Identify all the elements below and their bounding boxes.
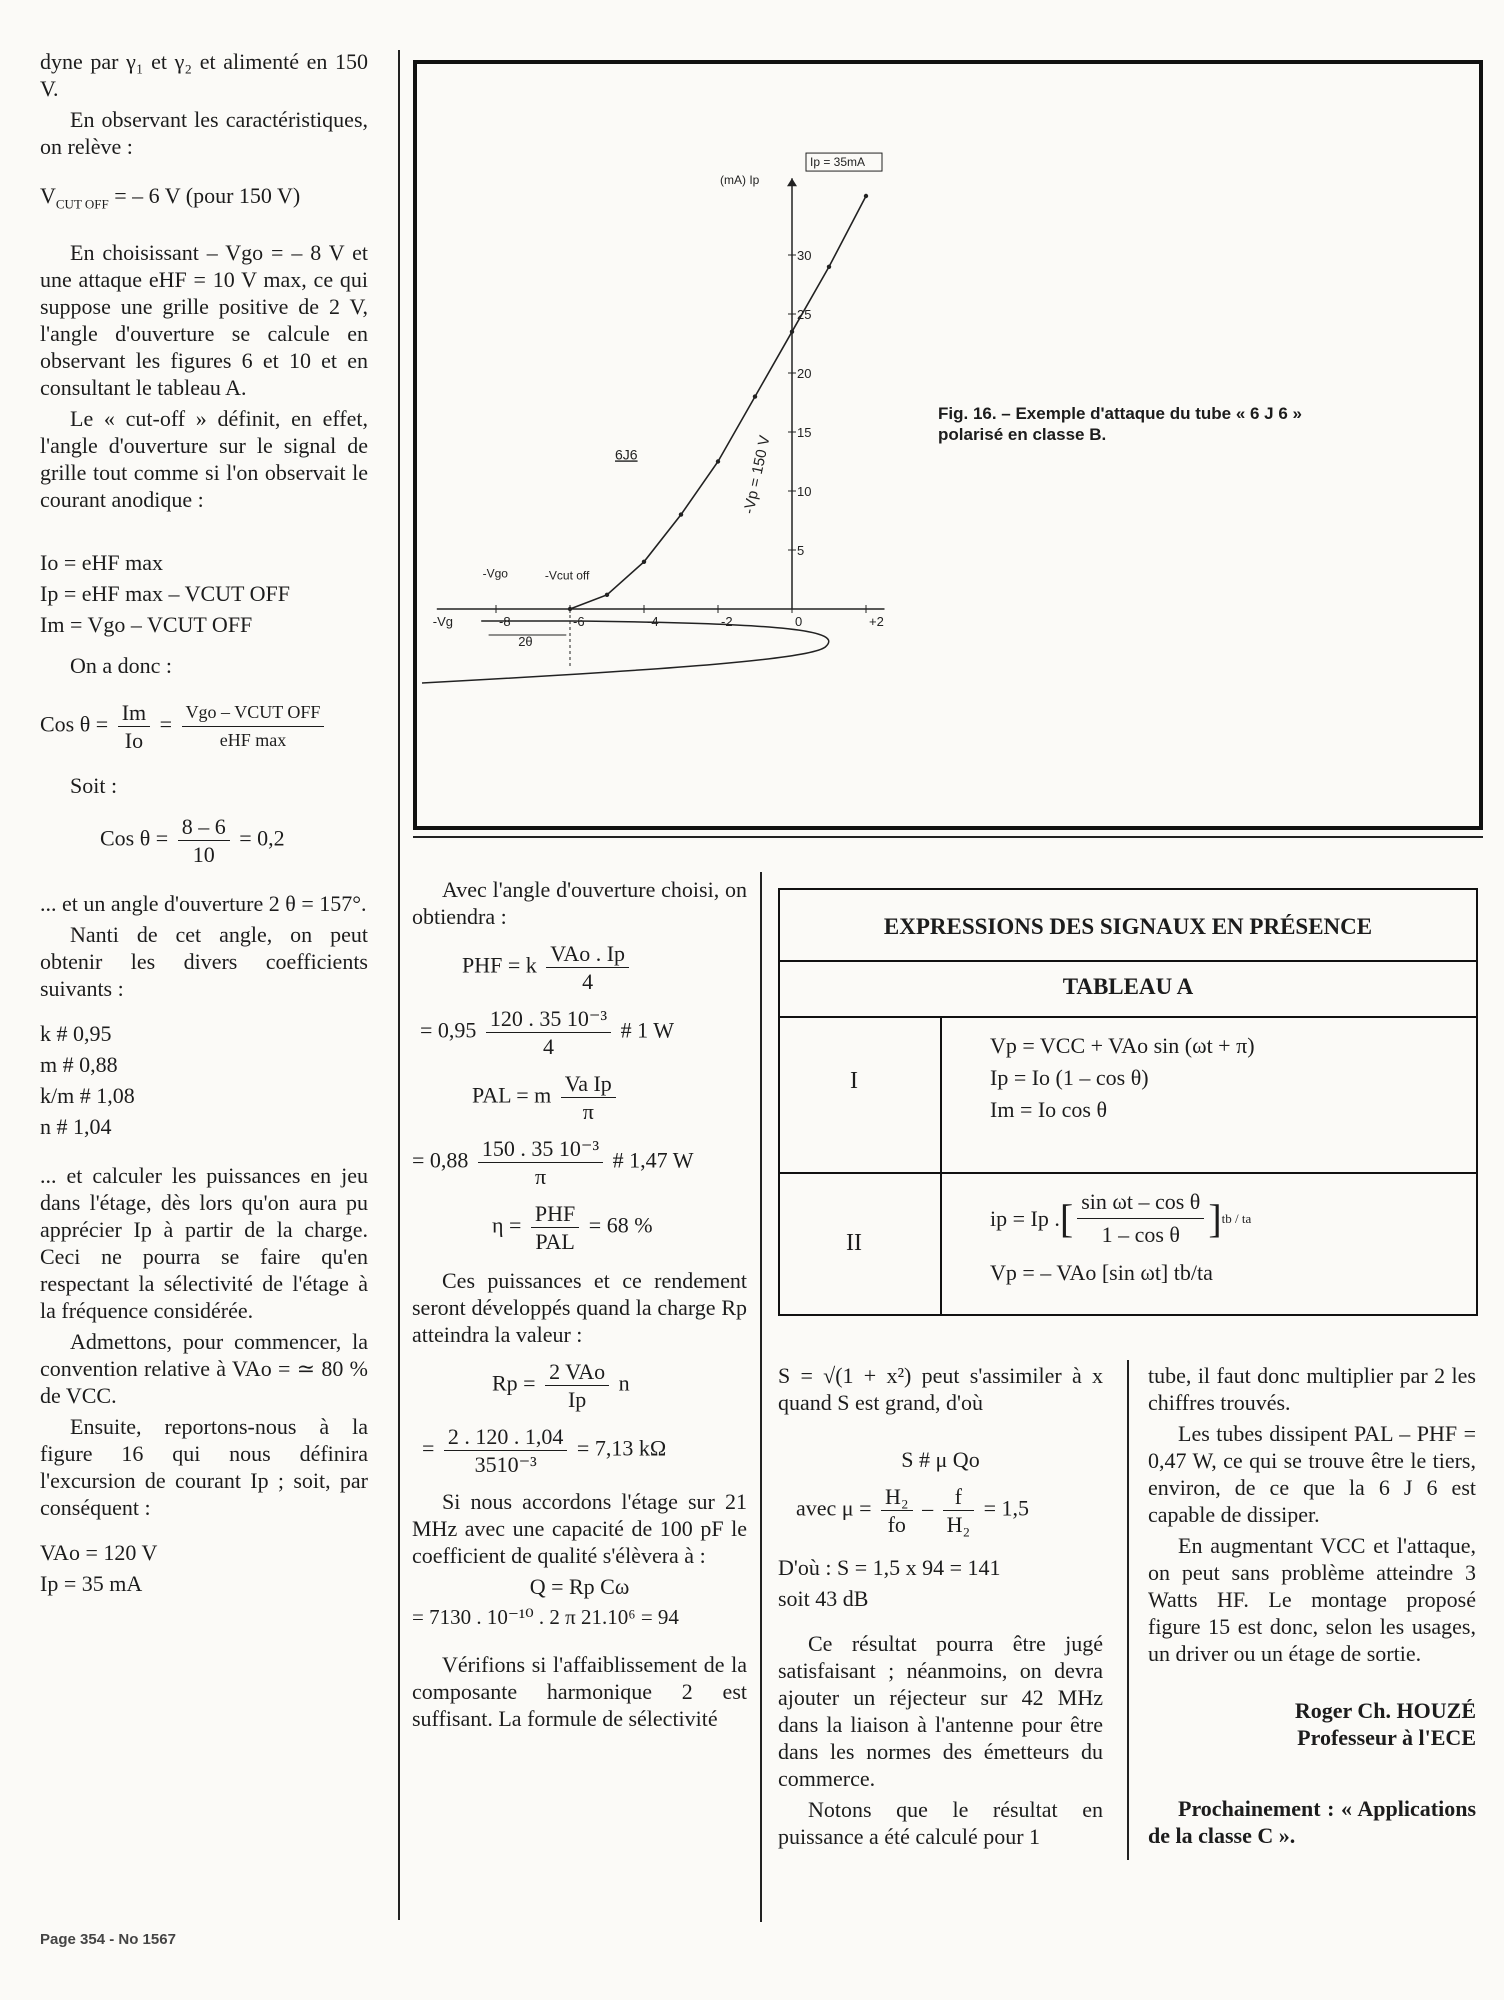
- column-4: [1148, 1362, 1476, 1853]
- column-rule: [1127, 1360, 1129, 1860]
- coefficient-n: n # 1,04: [40, 1114, 112, 1140]
- data-point: [679, 512, 683, 516]
- equation-ip: Ip = eHF max – VCUT OFF: [40, 581, 290, 607]
- equation-pal-value: = 0,88 $\frac{\text{150 . 35 10⁻³}}{\pi}$ # 1,47 W: [412, 1136, 694, 1189]
- ip-box-label: Ip = 35mA: [810, 155, 866, 170]
- x-tick-label: -6: [573, 614, 585, 629]
- equation-efficiency: η = $\frac{\text{PHF}}{\text{PAL}}$ = 68 %: [492, 1201, 653, 1254]
- paragraph: tube, il faut donc multiplier par 2 les chiffres trouvés.: [1148, 1363, 1476, 1415]
- data-point: [790, 330, 794, 334]
- equation-s-value: D'où : S = 1,5 x 94 = 141: [778, 1555, 1001, 1580]
- coefficient-km: k/m # 1,08: [40, 1083, 135, 1109]
- paragraph: Ensuite, reportons-nous à la figure 16 qui nous définira l'excursion de courant Ip ; soit, par conséquent :: [40, 1414, 368, 1521]
- coefficient-k: k # 0,95: [40, 1021, 112, 1047]
- x-tick-label: +2: [869, 614, 884, 629]
- paragraph: ... et un angle d'ouverture 2 θ = 157°.: [40, 891, 367, 917]
- y-tick-label: 10: [797, 484, 812, 499]
- paragraph: Vérifions si l'affaiblissement de la composante harmonique 2 est suffisant. La formule de sélectivité: [412, 1652, 747, 1731]
- equation-rp: Rp = $\frac{\text{2 VAo}}{Ip}$ n: [492, 1359, 630, 1412]
- paragraph: Ce résultat pourra être jugé satisfaisant ; néanmoins, on devra ajouter un réjecteur sur 42 MHz dans la liaison à l'antenne pour être dans les normes des émetteurs du commerce.: [778, 1631, 1103, 1791]
- author-title: Professeur à l'ECE: [1297, 1725, 1476, 1750]
- equation-cos-theta: Cos θ = $\frac{Im}{Io}$ = $\frac{\text{Vgo – VCUT OFF}}{\text{eHF max}}$: [40, 699, 368, 754]
- data-point: [753, 394, 757, 398]
- next-article: Prochainement : « Applications de la classe C ».: [1148, 1796, 1476, 1848]
- paragraph: Avec l'angle d'ouverture choisi, on obtiendra :: [412, 877, 747, 929]
- data-point: [864, 194, 868, 198]
- column-2: [412, 876, 747, 1736]
- vcut-label: -Vcut off: [544, 568, 590, 583]
- equation-io: Io = eHF max: [40, 550, 163, 576]
- paragraph: dyne par γ₁ et γ₂ et alimenté en 150 V.: [40, 49, 368, 101]
- table-subtitle: TABLEAU A: [1062, 974, 1194, 999]
- equation-mu: avec μ = $\frac{\text{H₂}}{fo}$ – $\frac{f}{\text{H₂}}$ = 1,5: [796, 1484, 1030, 1537]
- figure-16-chart: [417, 64, 1479, 826]
- paragraph: S = √(1 + x²) peut s'assimiler à x quand S est grand, d'où: [778, 1363, 1103, 1415]
- column-rule: [760, 872, 762, 1922]
- y-tick-label: 30: [797, 248, 812, 263]
- table-a: [778, 888, 1478, 1316]
- paragraph: Si nous accordons l'étage sur 21 MHz avec une capacité de 100 pF le coefficient de qualité s'élèvera à :: [412, 1489, 747, 1568]
- y-axis-label: (mA) Ip: [720, 173, 760, 188]
- equation-vao: VAo = 120 V: [40, 1540, 158, 1566]
- equation-q: Q = Rp Cω: [529, 1574, 630, 1599]
- y-axis-arrow: [787, 178, 797, 186]
- equation-phf: PHF = k $\frac{\text{VAo . Ip}}{4}$: [412, 940, 747, 995]
- equation-s: S # μ Qo: [901, 1447, 980, 1472]
- paragraph: Le « cut-off » définit, en effet, l'angle d'ouverture sur le signal de grille tout comme si l'on observait le courant anodique :: [40, 406, 368, 513]
- figure-caption: [938, 403, 1458, 445]
- equation-ip-value: Ip = 35 mA: [40, 1571, 143, 1597]
- paragraph: En choisissant – Vgo = – 8 V et une attaque eHF = 10 V max, ce qui suppose une grille positive de 2 V, l'angle d'ouverture se calcule en observant les figures 6 et 10 et en consultant le tableau A.: [40, 240, 368, 401]
- data-point: [716, 459, 720, 463]
- y-tick-label: 25: [797, 307, 812, 322]
- paragraph: Les tubes dissipent PAL – PHF = 0,47 W, ce qui se trouve être le tiers, environ, de ce que la 6 J 6 est capable de dissiper.: [1148, 1421, 1476, 1527]
- equation-cutoff: $V_{CUT OFF}$ = – 6 V (pour 150 V): [40, 183, 301, 212]
- vp-label: -Vp = 150 V: [740, 433, 774, 516]
- paragraph: Notons que le résultat en puissance a été calculé pour 1: [778, 1797, 1103, 1849]
- theta-label: 2θ: [518, 634, 533, 649]
- vgo-label: -Vgo: [482, 566, 508, 581]
- data-point: [827, 265, 831, 269]
- table-title: EXPRESSIONS DES SIGNAUX EN PRÉSENCE: [883, 914, 1373, 939]
- data-point: [605, 593, 609, 597]
- tube-label: 6J6: [615, 446, 638, 463]
- equation-im: Im = Vgo – VCUT OFF: [40, 612, 253, 638]
- figure-16: [413, 60, 1483, 830]
- characteristic-curve: [570, 196, 866, 609]
- equation-phf-value: = 0,95 $\frac{\text{120 . 35 10⁻³}}{4}$ # 1 W: [420, 1006, 675, 1059]
- y-tick-label: 5: [797, 543, 805, 558]
- table-row-label: I: [850, 1068, 858, 1094]
- table-row-formulas: ip = Ip . [ $\frac{\text{sin ωt – cos θ}}{\text{1 – cos θ}}$ ] tb / ta Vp = – VAo [sin ωt] tb/ta: [990, 1186, 1251, 1289]
- paragraph: ... et calculer les puissances en jeu dans l'étage, dès lors qu'on aura pu apprécier Ip à partir de la charge. Ceci ne pourra se faire qu'en respectant la sélectivité de l'étage à la fréquence considérée.: [40, 1163, 368, 1324]
- x-tick-label: -4: [647, 614, 659, 629]
- paragraph: On a donc :: [70, 653, 173, 679]
- equation-pal: PAL = m $\frac{\text{Va Ip}}{\pi}$: [412, 1070, 747, 1125]
- table-row-formulas: Vp = VCC + VAo sin (ωt + π) Ip = Io (1 – cos θ) Im = Io cos θ: [990, 1033, 1255, 1122]
- paragraph: Admettons, pour commencer, la convention relative à VAo = ≃ 80 % de VCC.: [40, 1329, 368, 1409]
- grid-drive-curve: [422, 621, 829, 683]
- column-3: [778, 1362, 1103, 1854]
- x-tick-label: -2: [721, 614, 733, 629]
- y-tick-label: 20: [797, 366, 812, 381]
- equation-q-value: = 7130 . 10⁻¹⁰ . 2 π 21.10⁶ = 94: [412, 1605, 679, 1629]
- paragraph: En augmentant VCC et l'attaque, on peut sans problème atteindre 3 Watts HF. Le montage proposé figure 15 est donc, selon les usages, un driver ou un étage de sortie.: [1148, 1533, 1476, 1666]
- author-name: Roger Ch. HOUZÉ: [1294, 1698, 1476, 1723]
- equation-cos-value: Cos θ = $\frac{8 - 6}{10}$ = 0,2: [100, 814, 285, 868]
- x-tick-label: -8: [499, 614, 511, 629]
- column-1: [40, 48, 368, 1601]
- caption-line: polarisé en classe B.: [938, 425, 1107, 444]
- coefficient-m: m # 0,88: [40, 1052, 118, 1078]
- caption-line: Fig. 16. – Exemple d'attaque du tube « 6 J 6 »: [938, 404, 1302, 423]
- equation-db: soit 43 dB: [778, 1586, 869, 1611]
- table-row-label: II: [846, 1230, 862, 1256]
- paragraph: Ces puissances et ce rendement seront développés quand la charge Rp atteindra la valeur :: [412, 1268, 747, 1347]
- x-axis-label: -Vg: [432, 614, 454, 629]
- data-point: [642, 560, 646, 564]
- paragraph: En observant les caractéristiques, on relève :: [40, 107, 368, 159]
- x-tick-label: 0: [795, 614, 803, 629]
- page-footer: Page 354 - No 1567: [40, 1931, 176, 1948]
- y-tick-label: 15: [797, 425, 812, 440]
- paragraph: Nanti de cet angle, on peut obtenir les divers coefficients suivants :: [40, 922, 368, 1002]
- equation-rp-value: = $\frac{2 . 120 . 1,04}{\text{3510⁻³}}$ = 7,13 kΩ: [422, 1424, 667, 1477]
- horizontal-rule: [413, 836, 1483, 838]
- data-point: [568, 607, 572, 611]
- paragraph: Soit :: [70, 773, 118, 799]
- column-rule: [398, 50, 400, 1920]
